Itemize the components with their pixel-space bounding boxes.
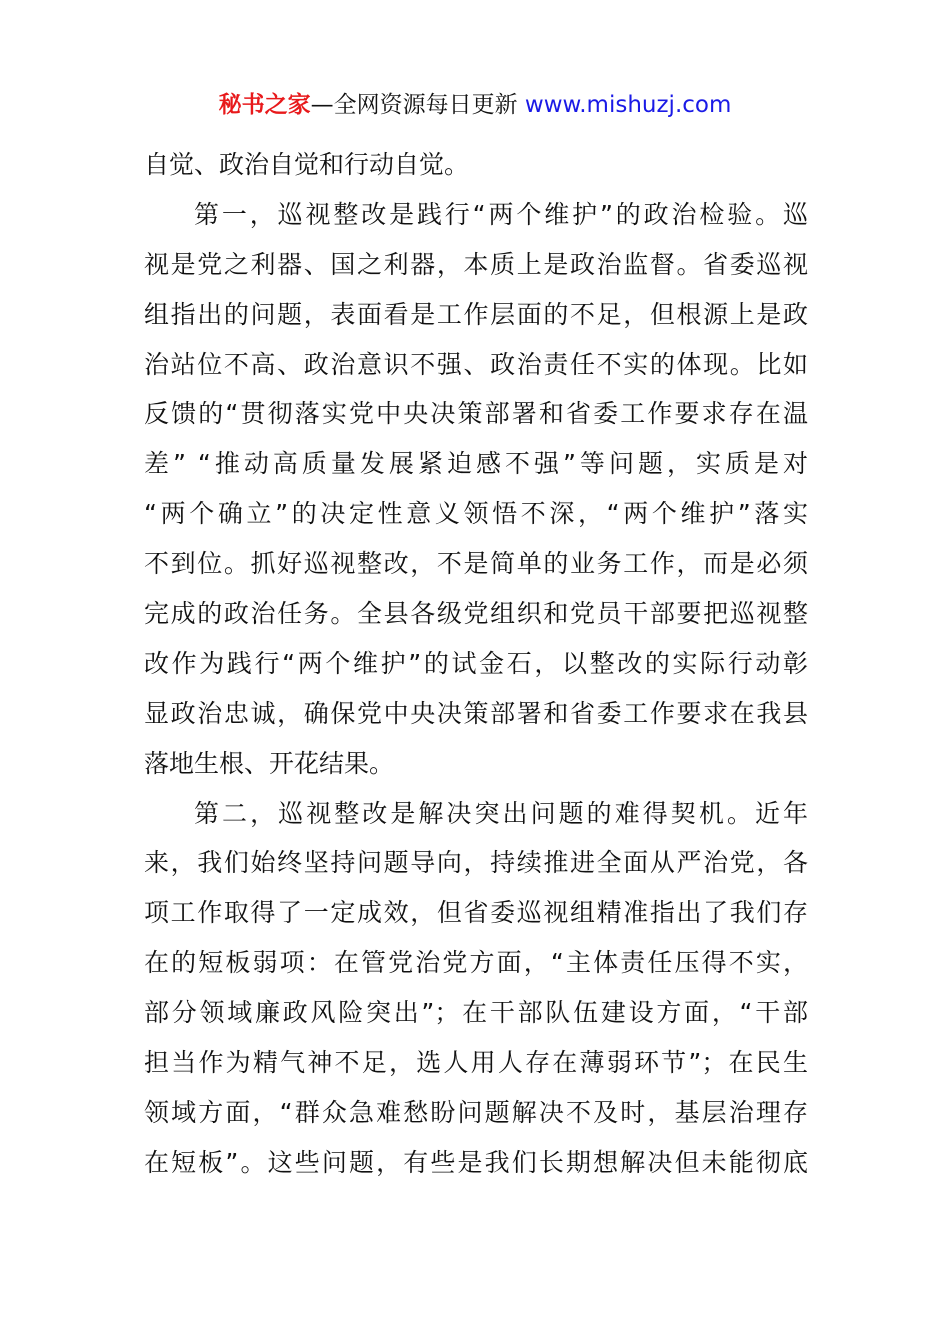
text-line: 在的短板弱项：在管党治党方面，“主体责任压得不实，: [144, 948, 808, 978]
paragraph-first-line: 第二，巡视整改是解决突出问题的难得契机。近年: [194, 798, 808, 828]
document-body: [144, 140, 808, 1188]
text-line: 完成的政治任务。全县各级党组织和党员干部要把巡视整: [144, 599, 808, 629]
text-line: 来，我们始终坚持问题导向，持续推进全面从严治党，各: [144, 848, 808, 878]
text-line: 自觉、政治自觉和行动自觉。: [144, 150, 470, 179]
text-line: 不到位。抓好巡视整改，不是简单的业务工作，而是必须: [144, 549, 808, 579]
text-line: 落地生根、开花结果。: [144, 748, 395, 778]
text-line: “两个确立”的决定性意义领悟不深，“两个维护”落实: [144, 499, 808, 529]
page-header: [0, 88, 950, 122]
site-url-link[interactable]: www.mishuzj.com: [524, 92, 732, 118]
text-line: 在短板”。这些问题，有些是我们长期想解决但未能彻底: [144, 1147, 808, 1177]
text-line: 治站位不高、政治意识不强、政治责任不实的体现。比如: [144, 349, 808, 379]
text-line: 改作为践行“两个维护”的试金石，以整改的实际行动彰: [144, 648, 808, 678]
text-line: 领域方面，“群众急难愁盼问题解决不及时，基层治理存: [144, 1097, 808, 1127]
text-line: 视是党之利器、国之利器，本质上是政治监督。省委巡视: [144, 249, 808, 279]
paragraph-first-line: 第一，巡视整改是践行“两个维护”的政治检验。巡: [194, 199, 808, 229]
text-line: 差” “推动高质量发展紧迫感不强”等问题，实质是对: [144, 449, 808, 479]
brand-name: 秘书之家: [218, 92, 311, 118]
text-line: 显政治忠诚，确保党中央决策部署和省委工作要求在我县: [144, 698, 808, 728]
text-line: 组指出的问题，表面看是工作层面的不足，但根源上是政: [144, 299, 808, 329]
text-line: 项工作取得了一定成效，但省委巡视组精准指出了我们存: [144, 898, 808, 928]
header-tagline: —全网资源每日更新: [310, 92, 525, 118]
text-line: 部分领域廉政风险突出”；在干部队伍建设方面，“干部: [144, 998, 808, 1028]
text-line: 反馈的“贯彻落实党中央决策部署和省委工作要求存在温: [144, 399, 808, 429]
text-line: 担当作为精气神不足，选人用人存在薄弱环节”；在民生: [144, 1048, 808, 1078]
